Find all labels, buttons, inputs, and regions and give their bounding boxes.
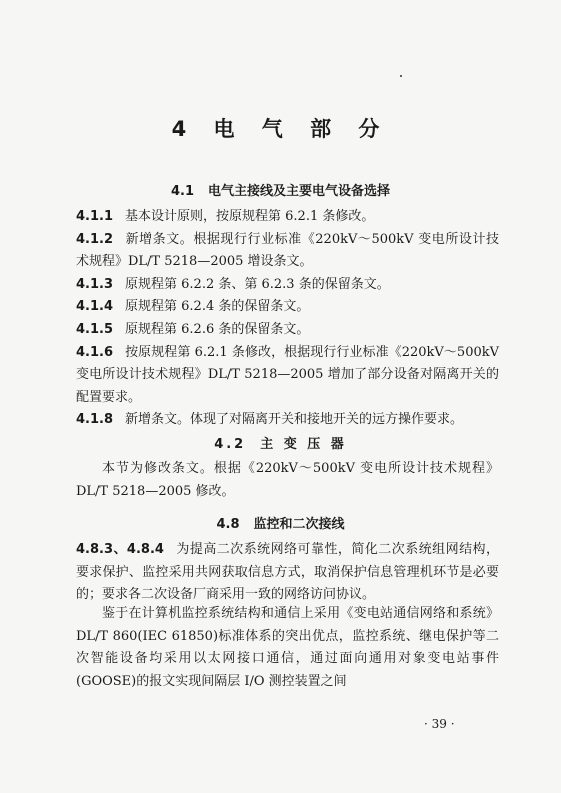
clause-number: 4.1.8 [76,412,114,428]
clause-number: 4.1.6 [76,344,114,360]
section-4-2-paragraph: 本节为修改条文。根据《220kV～500kV 变电所设计技术规程》DL/T 5218—2005 修改。 [76,461,499,499]
scan-speck [400,75,402,77]
clause [76,539,499,607]
clause-text: 原规程第 6.2.2 条、第 6.2.3 条的保留条文。 [125,276,390,292]
section-title: 电气主接线及主要电气设备选择 [208,184,391,199]
clause [76,274,499,297]
clause-text: 原规程第 6.2.4 条的保留条文。 [125,299,310,315]
clause-text: 新增条文。体现了对隔离开关和接地开关的远方操作要求。 [125,412,464,428]
section-number: 4.2 [214,437,247,452]
clause-number: 4.1.4 [76,299,114,315]
section-number: 4.1 [170,184,194,199]
section-number: 4.8 [216,517,240,532]
clause-number: 4.1.3 [76,276,114,292]
section-heading-4-1 [0,180,561,199]
clause-number: 4.1.1 [76,209,114,224]
clause-text: 为提高二次系统网络可靠性，简化二次系统组网结构，要求保护、监控采用共网获取信息方式，取消保护信息管理机环节是必要的；要求各二次设备厂商采用一致的网络访问协议。 [76,542,499,603]
section-heading-4-8 [0,513,561,532]
clause-text: 基本设计原则，按原规程第 6.2.1 条修改。 [125,209,375,224]
clause [76,342,499,410]
clause-number: 4.8.3、4.8.4 [76,542,164,557]
section-title: 监控和二次接线 [253,517,345,532]
clause-text: 新增条文。根据现行行业标准《220kV～500kV 变电所设计技术规程》DL/T 5218—2005 增设条文。 [76,231,499,270]
section-4-8-paragraph: 鉴于在计算机监控系统结构和通信上采用《变电站通信网络和系统》DL/T 860(IEC 61850)标准体系的突出优点，监控系统、继电保护等二次智能设备均采用以太网接口通信，通过面向通用对象变电站事件(GOOSE)的报文实现间隔层 I/O 测控装置之间 [76,606,499,689]
clause [76,296,499,319]
section-4-8-clause [76,539,499,607]
clause-text: 原规程第 6.2.6 条的保留条文。 [125,321,310,337]
clause [76,319,499,342]
clause [76,409,499,432]
section-title: 主 变 压 器 [260,437,347,452]
section-heading-4-2 [0,433,561,452]
chapter-title: 4 电 气 部 分 [171,117,390,141]
clause [76,206,499,229]
clause-number: 4.1.2 [76,231,114,247]
page-number: · 39 · [424,717,455,731]
clause-number: 4.1.5 [76,321,114,337]
clause [76,229,499,274]
section-4-1-body [76,206,499,432]
clause-text: 按原规程第 6.2.1 条修改，根据现行行业标准《220kV～500kV 变电所设计技术规程》DL/T 5218—2005 增加了部分设备对隔离开关的配置要求。 [76,344,499,405]
